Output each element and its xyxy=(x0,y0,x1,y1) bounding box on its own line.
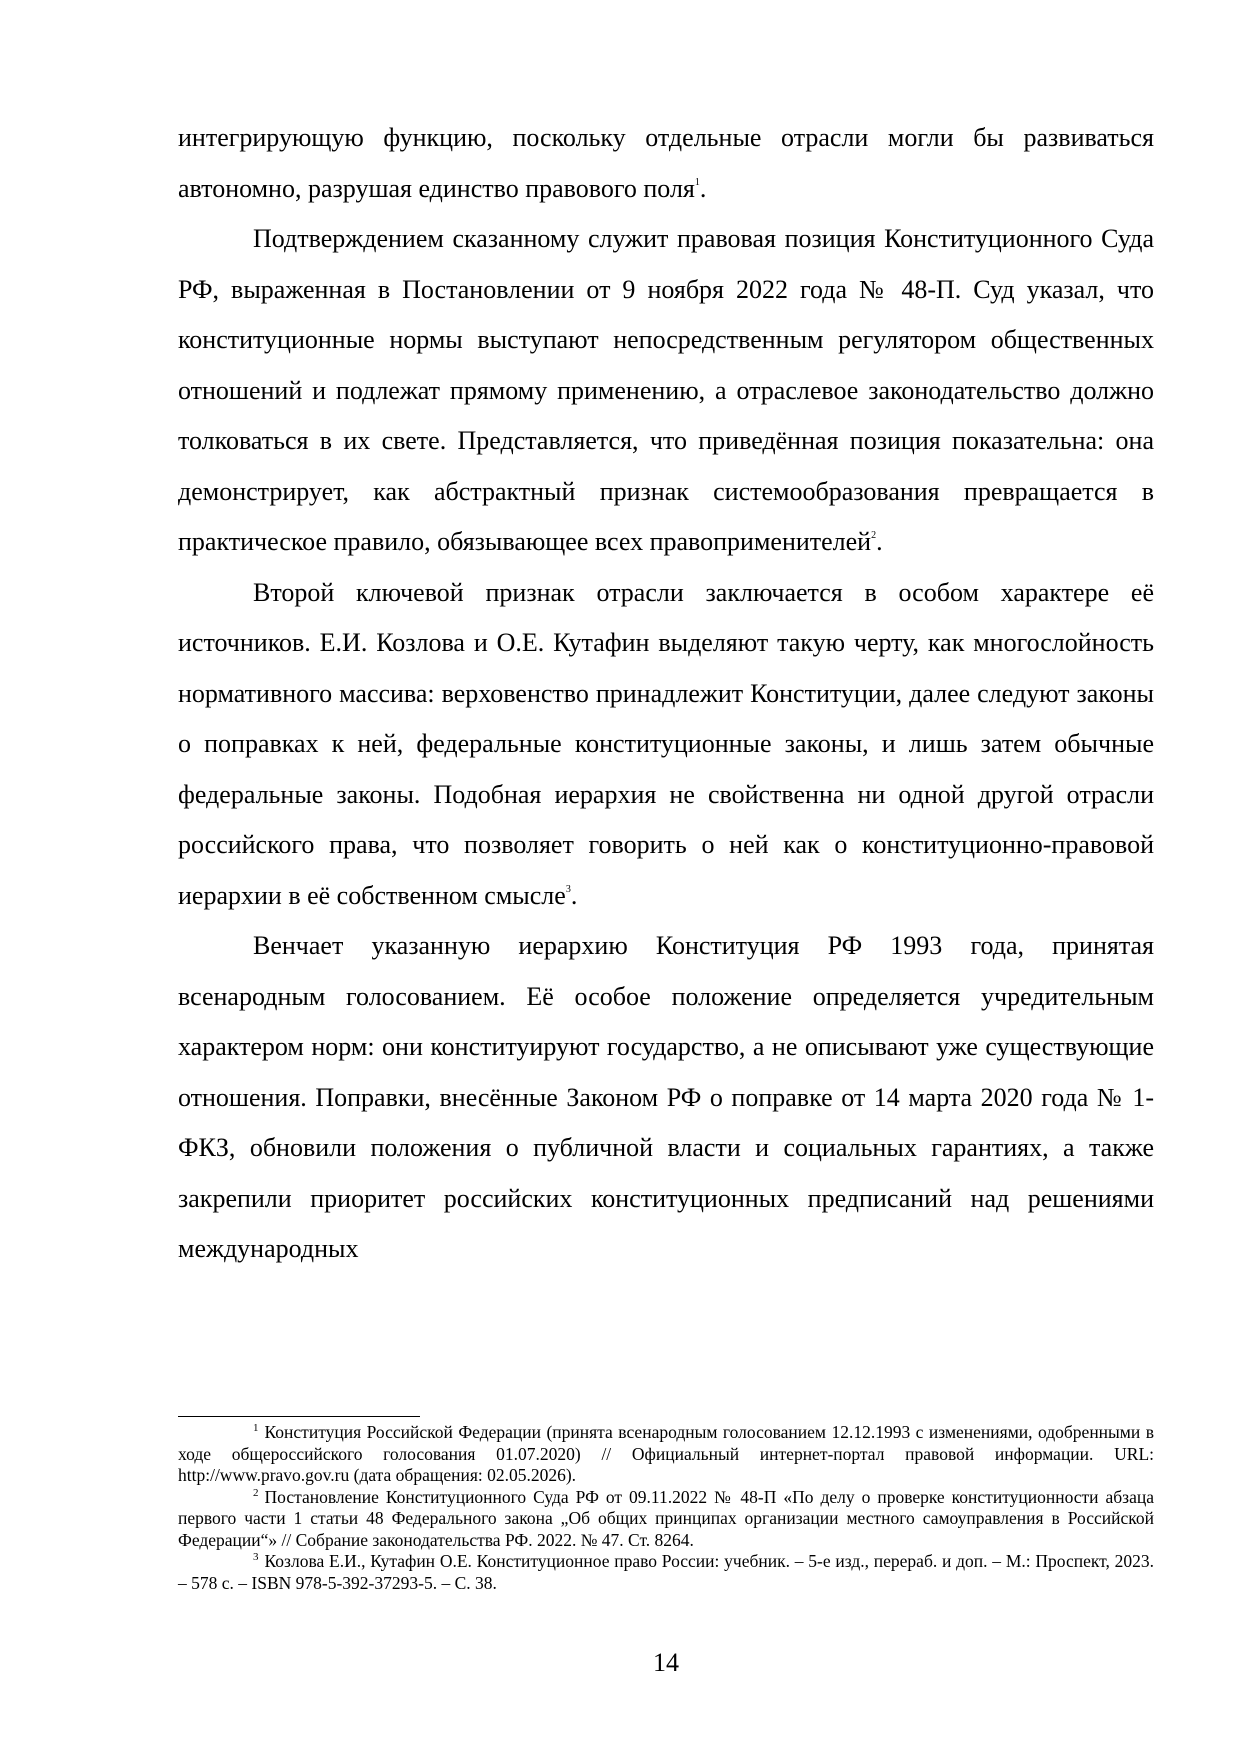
paragraph-1-text: интегрирующую функцию, поскольку отдельные отрасли могли бы развиваться автономно, разрушая единство правового поля xyxy=(178,123,1154,203)
paragraph-4 xyxy=(178,921,1154,1275)
footnote-ref-3[interactable]: 3 xyxy=(565,883,571,895)
paragraph-1 xyxy=(178,113,1154,214)
footnote-ref-2[interactable]: 2 xyxy=(871,530,877,541)
page-number: 14 xyxy=(653,1648,679,1677)
footnote-2-text: Постановление Конституционного Суда РФ от 09.11.2022 № 48-П «По делу о проверке конституционности абзаца первого части 1 статьи 48 Федерального закона „Об общих принципах организации местного самоуправления в Российской Федерации“» // Собрание законодательства РФ. 2022. № 47. Ст. 8264. xyxy=(178,1486,1154,1550)
paragraph-2-text: Подтверждением сказанному служит правовая позиция Конституционного Суда РФ, выраженная в Постановлении от 9 ноября 2022 года № 48-П. Суд указал, что конституционные нормы выступают непосредственным регулятором общественных отношений и подлежат прямому применению, а отраслевое законодательство должно толковаться в их свете. Представляется, что приведённая позиция показательна: она демонстрирует, как абстрактный признак системообразования превращается в практическое правило, обязывающее всех правоприменителей xyxy=(178,224,1154,556)
paragraph-2-end: . xyxy=(876,527,883,556)
footnote-3-text: Козлова Е.И., Кутафин О.Е. Конституционное право России: учебник. – 5-е изд., перераб. и доп. – М.: Проспект, 2023. – 578 с. – ISBN 978-5-392-37293-5. – С. 38. xyxy=(178,1551,1154,1593)
footnote-1 xyxy=(178,1422,1154,1487)
footnote-3-number: 3 xyxy=(253,1551,259,1563)
footnote-3 xyxy=(178,1551,1154,1594)
footnotes-section xyxy=(178,1422,1154,1594)
paragraph-2 xyxy=(178,214,1154,568)
footnote-2 xyxy=(178,1487,1154,1552)
main-text xyxy=(178,113,1154,1275)
paragraph-3-text: Второй ключевой признак отрасли заключается в особом характере её источников. Е.И. Козлова и О.Е. Кутафин выделяют такую черту, как многослойность нормативного массива: верховенство принадлежит Конституции, далее следуют законы о поправках к ней, федеральные конституционные законы, и лишь затем обычные федеральные законы. Подобная иерархия не свойственна ни одной другой отрасли российского права, что позволяет говорить о ней как о конституционно-правовой иерархии в её собственном смысле xyxy=(178,577,1154,910)
paragraph-4-text: Венчает указанную иерархию Конституция РФ 1993 года, принятая всенародным голосованием. Её особое положение определяется учредительным характером норм: они конституируют государство, а не описывают уже существующие отношения. Поправки, внесённые Законом РФ о поправке от 14 марта 2020 года № 1-ФКЗ, обновили положения о публичной власти и социальных гарантиях, а также закрепили приоритет российских конституционных предписаний над решениями международных xyxy=(178,931,1154,1263)
footnote-1-text: Конституция Российской Федерации (принята всенародным голосованием 12.12.1993 с изменениями, одобренными в ходе общероссийского голосования 01.07.2020) // Официальный интернет-портал правовой информации. URL: http://www.pravo.gov.ru (дата обращения: 02.05.2026). xyxy=(178,1422,1154,1485)
paragraph-1-end: . xyxy=(699,173,707,203)
footnote-separator xyxy=(178,1416,420,1417)
footnote-1-number: 1 xyxy=(253,1422,259,1434)
paragraph-3 xyxy=(178,568,1154,922)
paragraph-3-end: . xyxy=(570,880,578,910)
footnote-2-number: 2 xyxy=(253,1486,259,1499)
footnote-ref-1[interactable]: 1 xyxy=(694,176,700,188)
